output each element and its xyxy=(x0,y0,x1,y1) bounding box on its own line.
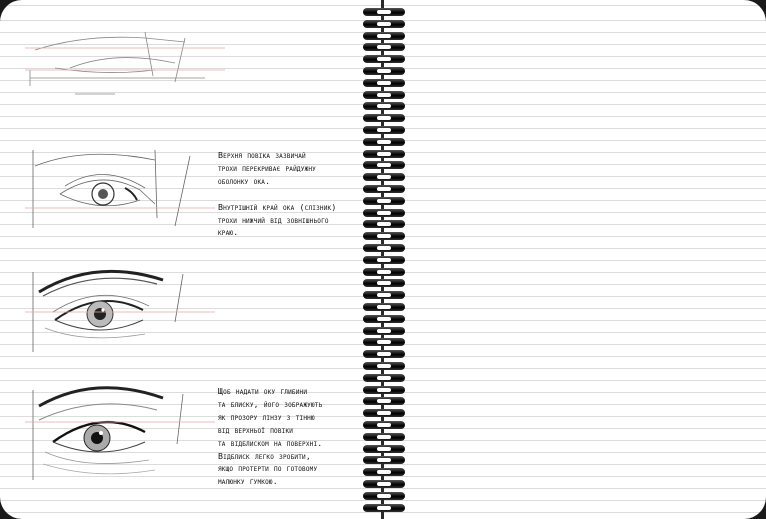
note-line: краю. xyxy=(218,227,239,238)
spiral-ring xyxy=(361,279,407,288)
depth-note xyxy=(218,385,353,488)
spiral-binding xyxy=(361,8,407,513)
right-page xyxy=(388,0,766,519)
note-line: малюнку гумкою. xyxy=(218,476,278,487)
spiral-ring xyxy=(361,445,407,454)
spiral-ring xyxy=(361,386,407,395)
spiral-ring xyxy=(361,67,407,76)
note-line: як прозору лінзу з тінню xyxy=(218,411,315,422)
note-line: оболонку ока. xyxy=(218,175,271,186)
spiral-ring xyxy=(361,303,407,312)
spiral-ring xyxy=(361,480,407,489)
spiral-ring xyxy=(361,374,407,383)
spiral-ring xyxy=(361,173,407,182)
spiral-ring xyxy=(361,79,407,88)
note-line: Верхня повіка зазвичай xyxy=(218,150,306,160)
spiral-ring xyxy=(361,409,407,418)
spiral-ring xyxy=(361,291,407,300)
eye-construction-sketch xyxy=(25,28,225,108)
spiral-ring xyxy=(361,150,407,159)
note-line: від верхньої повіки xyxy=(218,424,294,435)
note-line: Щоб надати оку глибини xyxy=(218,386,308,396)
spiral-ring xyxy=(361,397,407,406)
note-line: трохи нижчий від зовнішнього xyxy=(218,214,329,225)
spiral-ring xyxy=(361,138,407,147)
spiral-ring xyxy=(361,114,407,123)
spiral-ring xyxy=(361,8,407,17)
spiral-ring xyxy=(361,433,407,442)
spiral-ring xyxy=(361,268,407,277)
spiral-ring xyxy=(361,468,407,477)
spiral-ring xyxy=(361,43,407,52)
note-line: та блиску, його зображують xyxy=(218,398,323,409)
spiral-ring xyxy=(361,327,407,336)
spiral-ring xyxy=(361,362,407,371)
spiral-ring xyxy=(361,102,407,111)
spiral-ring xyxy=(361,256,407,265)
spiral-ring xyxy=(361,126,407,135)
eye-outline-sketch xyxy=(25,148,215,238)
spiral-ring xyxy=(361,20,407,29)
left-page xyxy=(0,0,378,519)
shaded-eye-sketch xyxy=(25,380,215,485)
spiral-ring xyxy=(361,32,407,41)
spiral-ring xyxy=(361,185,407,194)
note-line: якщо протерти по готовому xyxy=(218,463,318,474)
note-line: та відблиском на поверхні. xyxy=(218,437,323,448)
spiral-ring xyxy=(361,197,407,206)
spiral-ring xyxy=(361,91,407,100)
spiral-ring xyxy=(361,232,407,241)
note-line: Відблиск легко зробити, xyxy=(218,450,311,461)
note-line: трохи перекриває райдужну xyxy=(218,162,316,173)
spiral-ring xyxy=(361,456,407,465)
spiral-ring xyxy=(361,492,407,501)
spiral-ring xyxy=(361,55,407,64)
spiral-ring xyxy=(361,504,407,513)
eye-with-brow-sketch xyxy=(25,262,215,357)
spiral-ring xyxy=(361,220,407,229)
spiral-ring xyxy=(361,421,407,430)
spiral-ring xyxy=(361,244,407,253)
spiral-ring xyxy=(361,338,407,347)
spiral-ring xyxy=(361,161,407,170)
spiral-ring xyxy=(361,350,407,359)
spiral-ring xyxy=(361,315,407,324)
spiral-ring xyxy=(361,209,407,218)
eyelid-note xyxy=(218,149,353,239)
note-line: Внутрішній край ока (слізник) xyxy=(218,201,337,212)
